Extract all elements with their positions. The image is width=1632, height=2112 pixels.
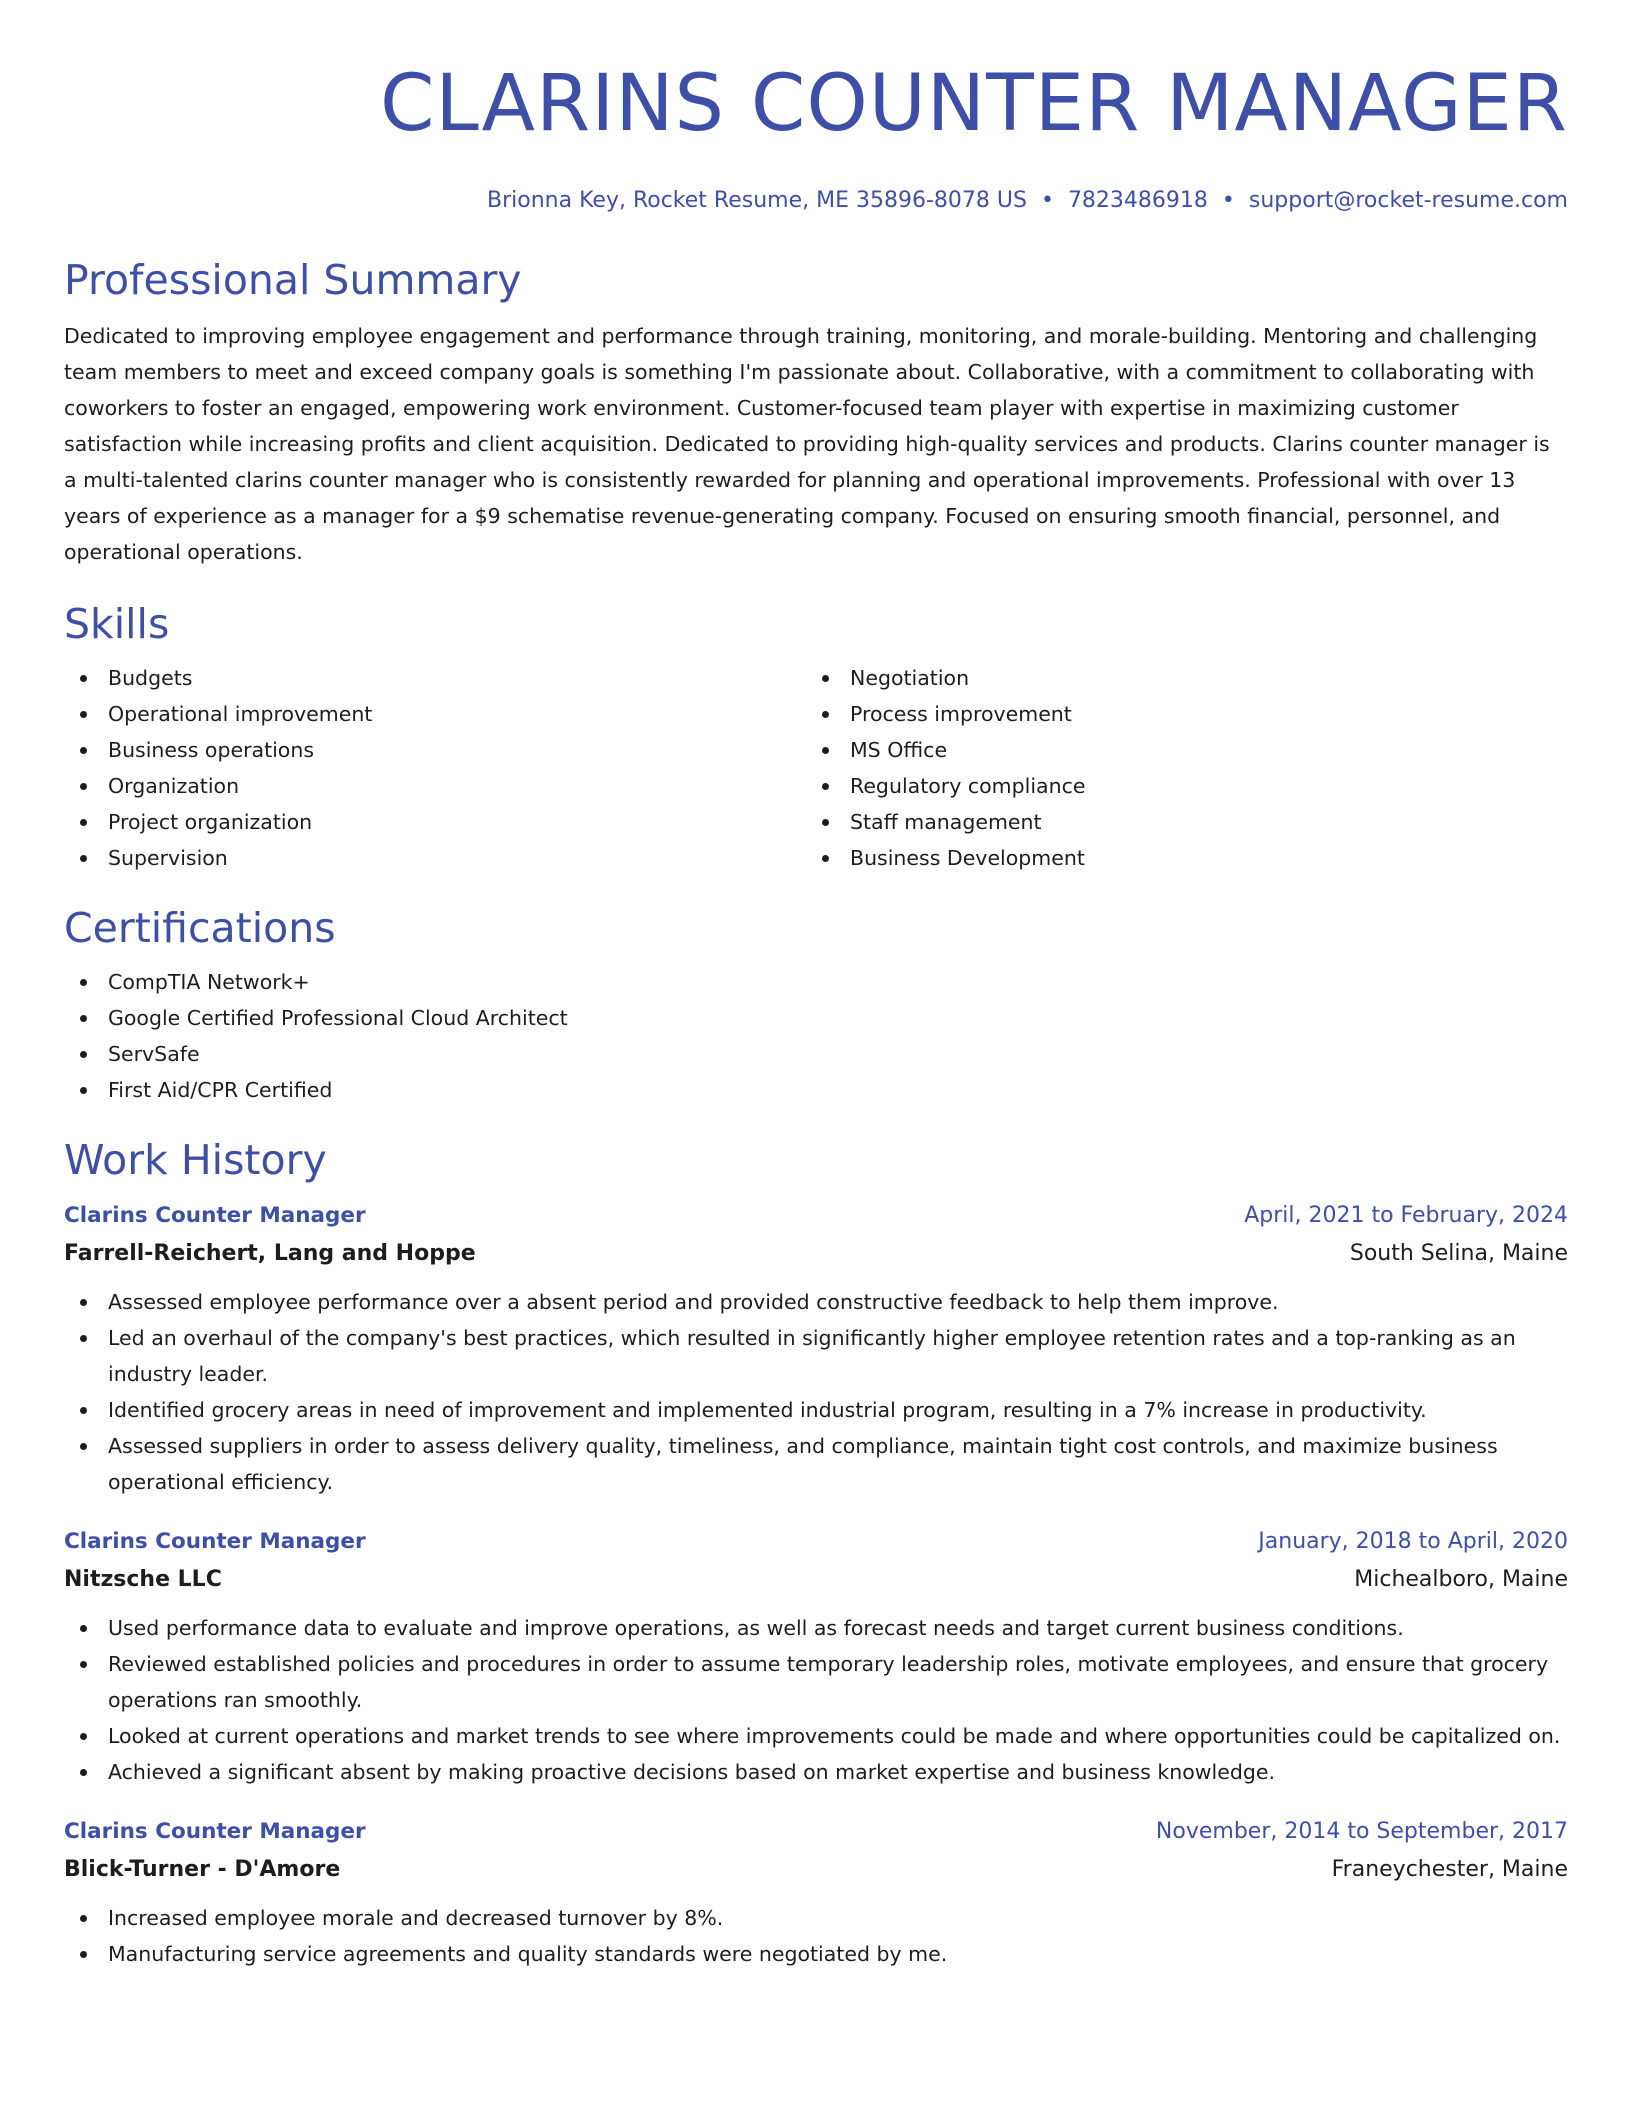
skill-item: Supervision [64,840,806,876]
summary-section [64,254,1568,570]
skill-item: Organization [64,768,806,804]
contact-address: Brionna Key, Rocket Resume, ME 35896-8078 US [487,188,1027,213]
skill-item: Process improvement [806,696,1548,732]
contact-line [64,186,1568,216]
contact-phone: 7823486918 [1067,188,1208,213]
skill-item: Project organization [64,804,806,840]
certification-item: ServSafe [64,1036,1568,1072]
skill-item: Regulatory compliance [806,768,1548,804]
summary-heading: Professional Summary [64,256,522,304]
skills-list-left [64,660,806,876]
skill-item: Operational improvement [64,696,806,732]
work-history-heading: Work History [64,1136,327,1184]
skill-item: Business Development [806,840,1548,876]
job-dates: April, 2021 to February, 2024 [1244,1203,1568,1228]
certifications-list [64,964,1568,1108]
certification-item: CompTIA Network+ [64,964,1568,1000]
job-title: Clarins Counter Manager [64,1819,366,1844]
certifications-heading: Certifications [64,904,336,952]
job-bullet: Manufacturing service agreements and quality standards were negotiated by me. [64,1936,1568,1972]
resume-header [64,0,1568,216]
job-bullet: Identified grocery areas in need of improvement and implemented industrial program, resulting in a 7% increase in productivity. [64,1392,1568,1428]
skill-item: Staff management [806,804,1548,840]
job-company: Nitzsche LLC [64,1567,222,1592]
job-location: Franeychester, Maine [1331,1857,1568,1882]
skill-item: Negotiation [806,660,1548,696]
job-bullets [64,1900,1568,1972]
contact-separator: • [1221,188,1235,213]
job-bullet: Looked at current operations and market trends to see where improvements could be made and where opportunities could be capitalized on. [64,1718,1568,1754]
summary-text: Dedicated to improving employee engagement and performance through training, monitoring, and morale-building. Mentoring and challenging team members to meet and exceed company goals is something I'm passionate about. Collaborative, with a commitment to collaborating with coworkers to foster an engaged, empowering work environment. Customer-focused team player with expertise in maximizing customer satisfaction while increasing profits and client acquisition. Dedicated to providing high-quality services and products. Clarins counter manager is a multi-talented clarins counter manager who is consistently rewarded for planning and operational improvements. Professional with over 13 years of experience as a manager for a $9 schematise revenue-generating company. Focused on ensuring smooth financial, personnel, and operational operations. [64,324,1550,564]
job-dates: November, 2014 to September, 2017 [1155,1819,1568,1844]
job-bullet: Assessed suppliers in order to assess delivery quality, timeliness, and compliance, maintain tight cost controls, and maximize business operational efficiency. [64,1428,1568,1500]
skill-item: Budgets [64,660,806,696]
job-company: Farrell-Reichert, Lang and Hoppe [64,1241,476,1266]
job-bullet: Achieved a significant absent by making proactive decisions based on market expertise and business knowledge. [64,1754,1568,1790]
job-entry [64,1814,1568,1972]
job-location: Michealboro, Maine [1354,1567,1568,1592]
job-location: South Selina, Maine [1349,1241,1568,1266]
job-title: Clarins Counter Manager [64,1203,366,1228]
skills-columns [64,660,1568,876]
job-bullets [64,1610,1568,1790]
job-company: Blick-Turner - D'Amore [64,1857,341,1882]
job-entry [64,1198,1568,1500]
job-bullet: Increased employee morale and decreased turnover by 8%. [64,1900,1568,1936]
work-history-section [64,1134,1568,1972]
job-bullets [64,1284,1568,1500]
job-bullet: Reviewed established policies and procedures in order to assume temporary leadership roles, motivate employees, and ensure that grocery operations ran smoothly. [64,1646,1568,1718]
skills-list-right [806,660,1548,876]
skill-item: MS Office [806,732,1548,768]
skill-item: Business operations [64,732,806,768]
job-bullet: Used performance data to evaluate and improve operations, as well as forecast needs and target current business conditions. [64,1610,1568,1646]
job-dates: January, 2018 to April, 2020 [1258,1529,1568,1554]
job-bullet: Assessed employee performance over a absent period and provided constructive feedback to help them improve. [64,1284,1568,1320]
job-entry [64,1524,1568,1790]
contact-email: support@rocket-resume.com [1248,188,1568,213]
job-title: Clarins Counter Manager [64,1529,366,1554]
skills-section [64,598,1568,876]
skills-heading: Skills [64,600,170,648]
job-bullet: Led an overhaul of the company's best practices, which resulted in significantly higher employee retention rates and a top-ranking as an industry leader. [64,1320,1568,1392]
certification-item: First Aid/CPR Certified [64,1072,1568,1108]
contact-separator: • [1040,188,1054,213]
certification-item: Google Certified Professional Cloud Architect [64,1000,1568,1036]
resume-title: CLARINS COUNTER MANAGER [379,59,1568,149]
certifications-section [64,902,1568,1108]
